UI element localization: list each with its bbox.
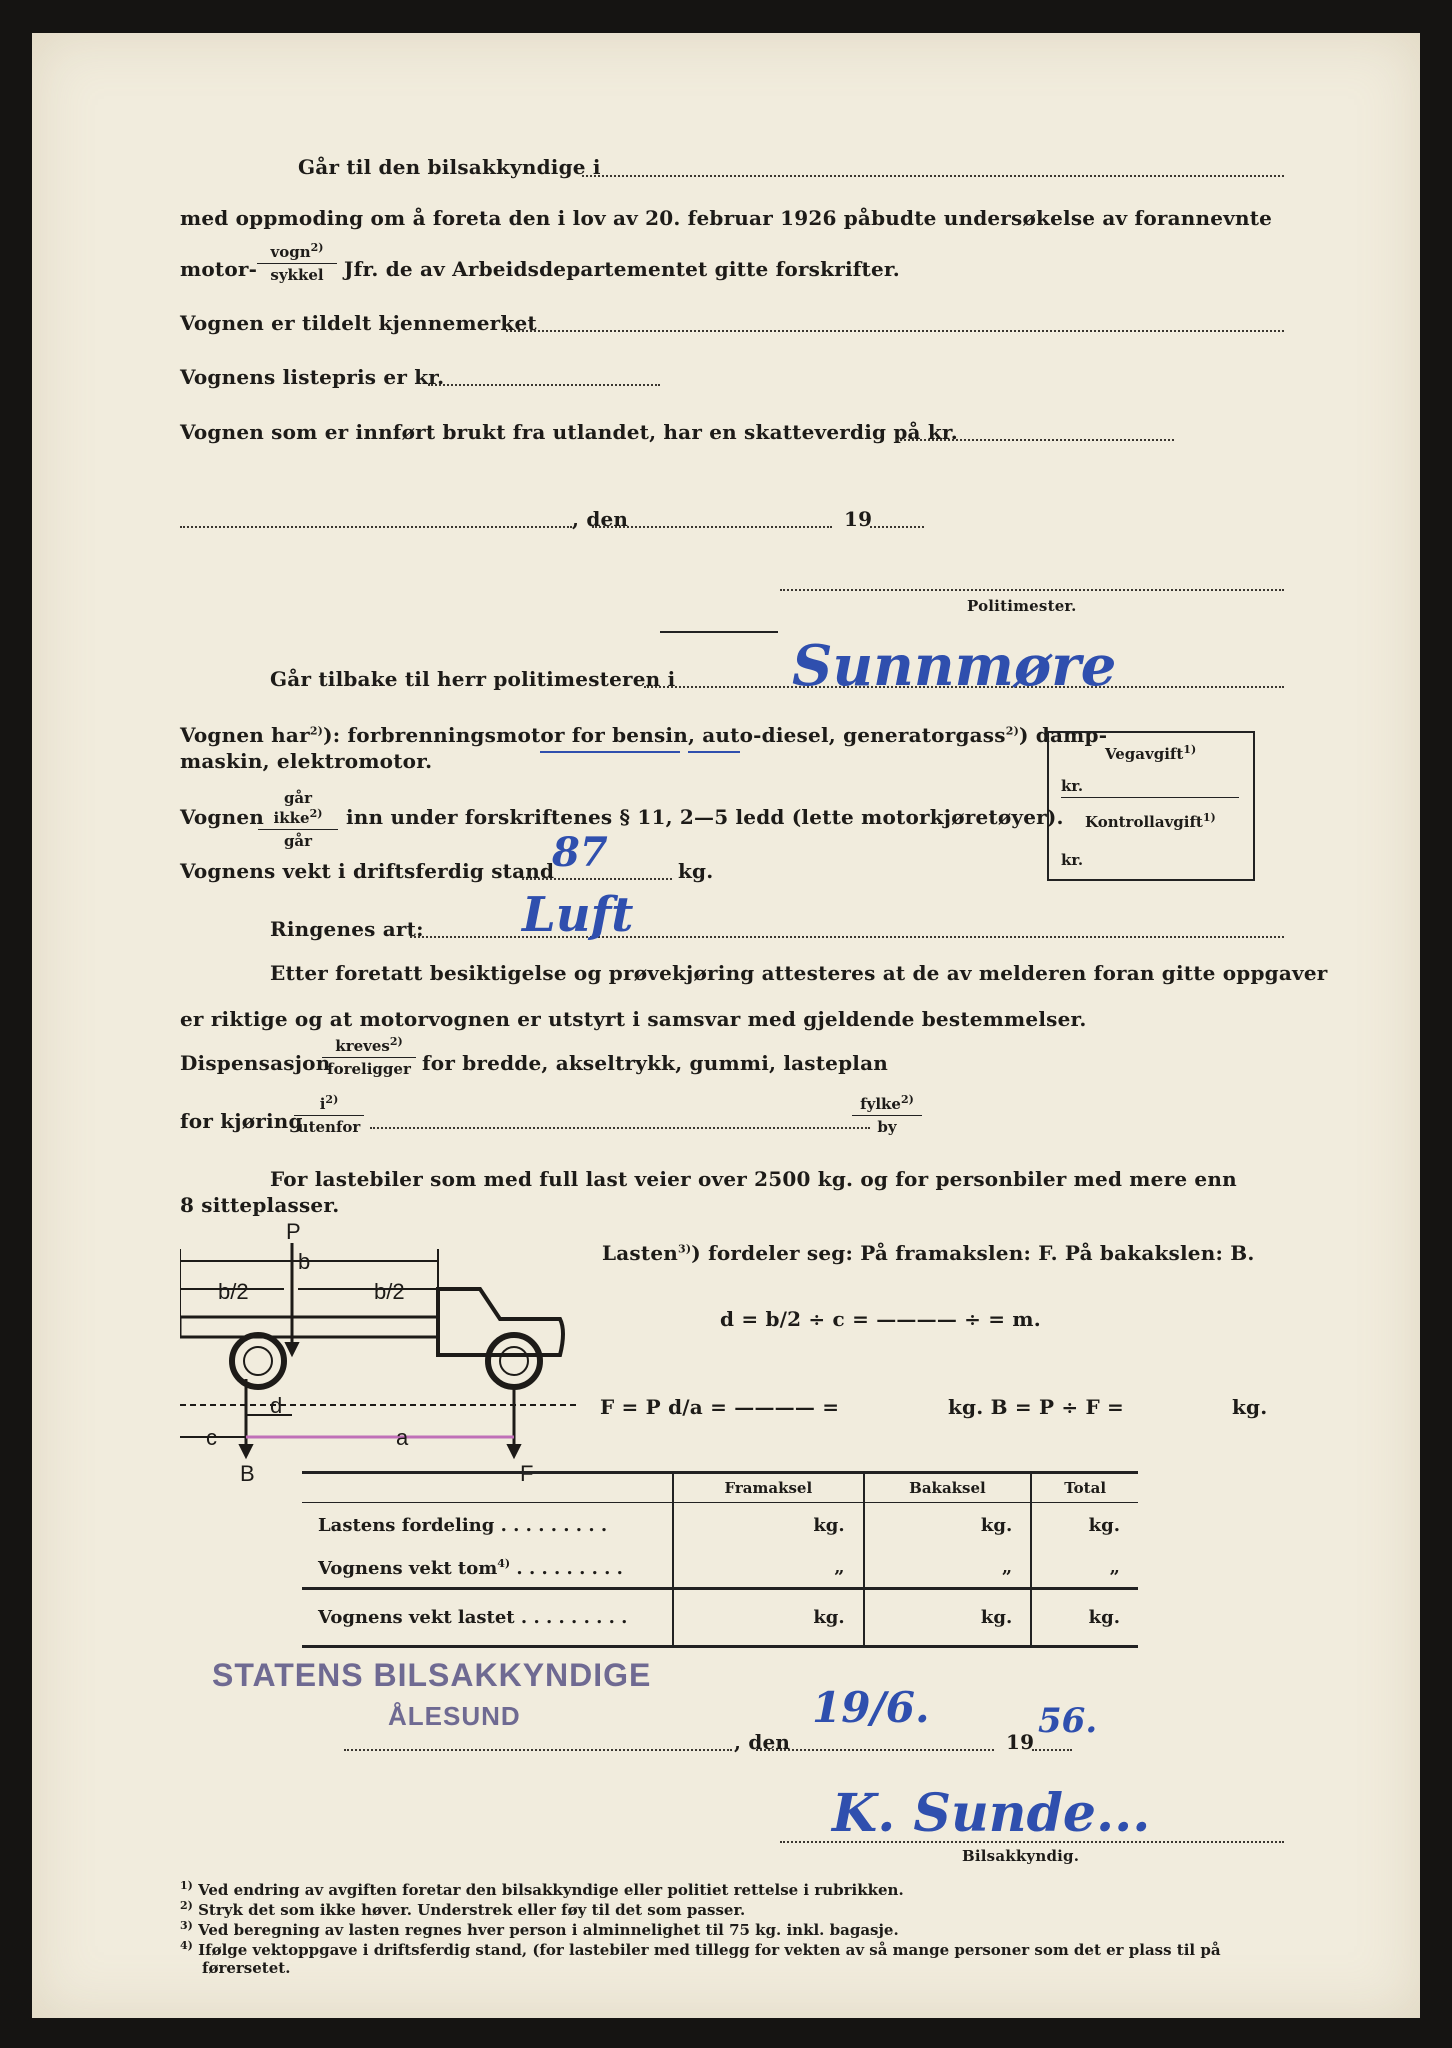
formula-b: kg. B = P ÷ F =	[948, 1395, 1124, 1419]
table-cell[interactable]: „	[1031, 1549, 1138, 1589]
kontrollavgift-label: Kontrollavgift$^{1)}$	[1085, 811, 1216, 831]
label-F: F	[520, 1461, 534, 1486]
truck-line-1: For lastebiler som med full last veier over 2500 kg. og for personbiler med mere enn	[270, 1167, 1237, 1191]
attest-line-1: Etter foretatt besiktigelse og prøvekjøring attesteres at de av melderen foran gitte oppgaver	[270, 961, 1328, 985]
tax-value-label: Vognen som er innført brukt fra utlandet, har en skatteverdig på kr.	[180, 420, 958, 444]
table-cell[interactable]: kg.	[673, 1589, 864, 1647]
regulations-text: Jfr. de av Arbeidsdepartementet gitte forskrifter.	[344, 257, 900, 281]
vegavgift-kr: kr.	[1061, 777, 1084, 795]
table-cell[interactable]: kg.	[1031, 1503, 1138, 1549]
list-price-label: Vognens listepris er kr.	[180, 365, 445, 389]
load-arrowhead	[286, 1343, 298, 1355]
sign-den-label: , den	[734, 1730, 791, 1754]
sign-year-field[interactable]	[1032, 1749, 1072, 1751]
engine-line-2: maskin, elektromotor.	[180, 749, 433, 773]
politimester-signature-field[interactable]	[780, 589, 1284, 591]
bilsakkyndig-field[interactable]	[582, 175, 1284, 177]
label-c: c	[206, 1425, 217, 1450]
truck-line-2: 8 sitteplasser.	[180, 1193, 340, 1217]
handwritten-weight: 87	[552, 829, 608, 876]
den-label: , den	[572, 507, 629, 531]
light-vehicle-text: inn under forskriftenes § 11, 2—5 ledd (lette motorkjøretøyer).	[346, 805, 1064, 829]
col-bakaksel: Bakaksel	[864, 1473, 1032, 1503]
truck-cab	[438, 1289, 563, 1355]
lasten-line: Lasten$^{3)}$) fordeler seg: På framakslen: F. På bakakslen: B.	[602, 1241, 1255, 1265]
label-d: d	[270, 1393, 283, 1418]
sign-date-field[interactable]	[756, 1749, 994, 1751]
sign-place-field[interactable]	[344, 1749, 732, 1751]
footnote-4: $^{4)}$ Ifølge vektoppgave i driftsferdig stand, (for lastebiler med tillegg for vekten av så mange personer som det er plass til på	[180, 1939, 1221, 1959]
year-label: 19	[844, 507, 873, 531]
table-cell[interactable]: kg.	[1031, 1589, 1138, 1647]
label-b2-left: b/2	[218, 1279, 249, 1304]
footnote-4-cont: førersetet.	[202, 1959, 291, 1977]
table-cell[interactable]: „	[864, 1549, 1032, 1589]
dispensasjon-text: for bredde, akseltrykk, gummi, lasteplan	[422, 1051, 888, 1075]
kjoring-fraction: $i^{2)}$ utenfor	[294, 1093, 364, 1136]
table-row-label: Vognens vekt lastet . . . . . . . . .	[318, 1607, 628, 1628]
tyres-label: Ringenes art:	[270, 917, 424, 941]
table-cell[interactable]: „	[673, 1549, 864, 1589]
kjoring-label: for kjøring	[180, 1109, 303, 1133]
list-price-field[interactable]	[428, 384, 660, 386]
table-cell[interactable]: kg.	[864, 1589, 1032, 1647]
label-p: P	[286, 1219, 301, 1244]
handwritten-place: Sunnmøre	[792, 633, 1117, 699]
sign-year-label: 19	[1006, 1730, 1035, 1754]
registration-field[interactable]	[506, 330, 1284, 332]
underline-bensin	[540, 751, 680, 753]
cargo-bed	[180, 1317, 438, 1337]
engine-line: Vognen har$^{2)}$): forbrenningsmotor for bensin, auto-diesel, generatorgass$^{2)}$) damp-	[180, 723, 1108, 747]
official-stamp-line2: ÅLESUND	[388, 1701, 521, 1731]
fee-box-divider	[1061, 797, 1239, 798]
form-page	[32, 33, 1420, 2018]
tax-value-field[interactable]	[896, 439, 1174, 441]
light-vehicle-fraction: går ikke$^{2)}$ går	[258, 789, 338, 850]
handwritten-date: 19/6.	[812, 1683, 930, 1732]
front-wheel	[488, 1335, 540, 1387]
col-framaksel: Framaksel	[673, 1473, 864, 1503]
underline-auto	[688, 751, 740, 753]
vehicle-type-fraction: vogn$^{2)}$ sykkel	[257, 241, 337, 284]
footnote-3: $^{3)}$ Ved beregning av lasten regnes hver person i alminnelighet til 75 kg. inkl. bagasje.	[180, 1919, 899, 1939]
vognen-label: Vognen	[180, 805, 265, 829]
table-cell[interactable]: kg.	[864, 1503, 1032, 1549]
label-b2-right: b/2	[374, 1279, 405, 1304]
motor-label: motor-	[180, 257, 258, 281]
return-label: Går tilbake til herr politimesteren i	[270, 667, 676, 691]
label-B: B	[240, 1461, 255, 1486]
weight-label: Vognens vekt i driftsferdig stand	[180, 859, 555, 883]
place-field[interactable]	[180, 526, 572, 528]
dispensasjon-label: Dispensasjon	[180, 1051, 331, 1075]
dispensasjon-fraction: kreves$^{2)}$ foreligger	[322, 1035, 416, 1078]
label-a: a	[396, 1425, 409, 1450]
handwritten-signature: K. Sunde...	[832, 1783, 1151, 1844]
footnote-1: $^{1)}$ Ved endring av avgiften foretar den bilsakkyndige eller politiet rettelse i rubrikken.	[180, 1879, 904, 1899]
formula-unit: kg.	[1232, 1395, 1268, 1419]
registration-label: Vognen er tildelt kjennemerket	[180, 311, 537, 335]
label-b: b	[298, 1249, 311, 1274]
weight-unit: kg.	[678, 859, 714, 883]
table-corner	[302, 1473, 673, 1503]
weight-field[interactable]	[522, 878, 672, 880]
fee-box	[1047, 731, 1255, 881]
formula-f: F = P d/a = ———— =	[600, 1395, 840, 1419]
kontrollavgift-kr: kr.	[1061, 851, 1084, 869]
load-table	[302, 1471, 1138, 1648]
col-total: Total	[1031, 1473, 1138, 1503]
vegavgift-label: Vegavgift$^{1)}$	[1105, 743, 1197, 763]
line-request: med oppmoding om å foreta den i lov av 20. februar 1926 påbudte undersøkelse av forannevnte	[180, 206, 1273, 230]
rear-wheel	[232, 1335, 284, 1387]
official-stamp-line1: STATENS BILSAKKYNDIGE	[212, 1657, 652, 1693]
table-row-label: Vognens vekt tom$^{4)}$ . . . . . . . . .	[318, 1556, 623, 1579]
divider	[660, 631, 778, 633]
formula-d: d = b/2 ÷ c = ———— ÷ = m.	[720, 1307, 1041, 1331]
table-row-label: Lastens fordeling . . . . . . . . .	[318, 1515, 608, 1537]
attest-line-2: er riktige og at motorvognen er utstyrt i samsvar med gjeldende bestemmelser.	[180, 1007, 1087, 1031]
date-field[interactable]	[592, 526, 832, 528]
handwritten-year: 56.	[1038, 1701, 1098, 1741]
line-intro: Går til den bilsakkyndige i	[298, 155, 601, 179]
bilsakkyndig-label: Bilsakkyndig.	[962, 1847, 1080, 1865]
truck-diagram	[180, 1219, 590, 1489]
handwritten-tyres: Luft	[522, 887, 634, 943]
footnote-2: $^{2)}$ Stryk det som ikke høver. Understrek eller føy til det som passer.	[180, 1899, 746, 1919]
kjoring-field[interactable]	[370, 1127, 870, 1129]
table-cell[interactable]: kg.	[673, 1503, 864, 1549]
politimester-label: Politimester.	[967, 597, 1077, 615]
year-field[interactable]	[870, 526, 924, 528]
fylke-fraction: fylke$^{2)}$ by	[852, 1093, 922, 1136]
